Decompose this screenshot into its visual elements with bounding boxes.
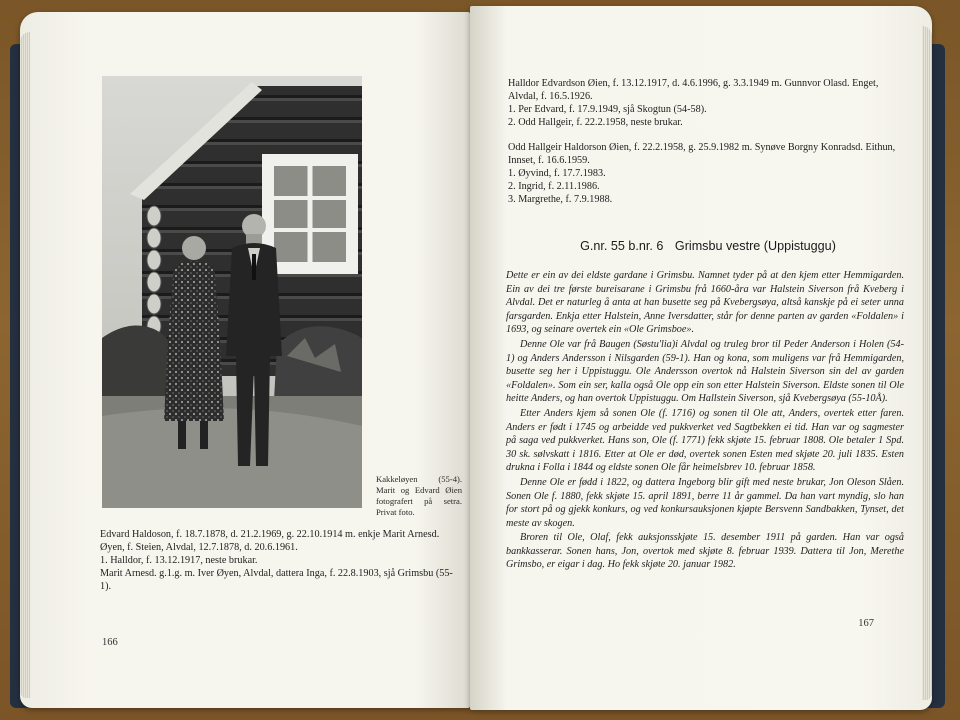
note-marit: Marit Arnesd. g.1.g. m. Iver Øyen, Alvdal, dattera Inga, f. 22.8.1903, sjå Grimsbu (55-1).	[100, 568, 453, 592]
history-paragraph: Etter Anders kjem så sonen Ole (f. 1716) og sonen til Ole att, Anders, overtek etter faren. Anders er født i 1745 og arbeidde ved pukkverket ved Sagtbekken ei tid. Han var og sagmester på saga ved pukkverket. Hans son, Ole (f. 1771) fekk skjøte 15. februar 1808. Ole betaler 1 Spd. 30 sk. sølvskatt i 1816. Etter at Ole er død, overtek sonen Esten med skjøte 20. juli 1835. Esten drukna i Folla i 1844 og eldste sonen Ole får heimelsbrev 10. februar 1858.	[506, 407, 904, 474]
page-number-left: 166	[102, 637, 118, 648]
farm-number: G.nr. 55 b.nr. 6	[580, 239, 664, 253]
left-page	[20, 12, 470, 708]
page-number-right: 167	[858, 618, 874, 629]
history-paragraph: Denne Ole var frå Baugen (Søstu'lia)i Alvdal og truleg bror til Peder Anderson i Holen (54-1) og Anders Andersson i Nilsgarden (59-1). Han og kona, som muligens var frå Hemmigarden, busette seg her i Uppistuggu. Ole Andersson overtok nå Halstein Siverson sin del av garden «Foldalen». Som ein ser, kalla også Ole opp ein son etter Halstein Siverson. Eldste sonen til Ole heitte Anders, og han overtok Uppistuggu. Om Hallstein Siverson, sjå Kvebergsøya (55-10Å).	[506, 338, 904, 405]
photo-caption: Kakkeløyen (55-4). Marit og Edvard Øien fotografert på setra. Privat foto.	[376, 474, 462, 517]
child-line: 1. Øyvind, f. 17.7.1983.	[508, 168, 606, 179]
entry-halldor: Halldor Edvardson Øien, f. 13.12.1917, d. 4.6.1996, g. 3.3.1949 m. Gunnvor Olasd. Enget, Alvdal, f. 16.5.1926.	[508, 78, 879, 102]
family-entries	[508, 77, 900, 206]
child-line: 2. Ingrid, f. 2.11.1986.	[508, 181, 600, 192]
right-page	[470, 6, 932, 710]
child-halldor: 1. Halldor, f. 13.12.1917, neste brukar.	[100, 555, 258, 566]
page-edges	[922, 26, 932, 700]
farm-history	[506, 269, 904, 572]
child-line: 3. Margrethe, f. 7.9.1988.	[508, 194, 613, 205]
left-page-text	[100, 528, 460, 593]
history-paragraph: Dette er ein av dei eldste gardane i Grimsbu. Namnet tyder på at den kjem etter Hemmigarden. Ein av dei tre første bureisarane i Grimsbu frå 1660-åra var Halstein Siverson frå Kveberg i Alvdal. Det er naturleg å anta at han busette seg på Kvebergsøya, altså kanskje på ei seter unna farsgarden. Enkja etter Halstein, Anne Iversdatter, står for denne parten av garden «Foldalen» i 1693, og seinare overtek ein «Ole Grimsboe».	[506, 270, 904, 336]
history-paragraph: Broren til Ole, Olaf, fekk auksjonsskjøte 15. desember 1911 på garden. Han var også bankkasserar. Sonen hans, Jon, overtok med skjøte 8. februar 1939. Dattera til Jon, Merethe Grimsbo, er eigar i dag. Ho fekk skjøte 20. januar 1982.	[506, 532, 904, 571]
page-edges	[20, 32, 30, 698]
couple-photo-image	[102, 76, 362, 508]
section-heading	[508, 239, 908, 253]
child-line: 1. Per Edvard, f. 17.9.1949, sjå Skogtun (54-58).	[508, 104, 707, 115]
entry-edvard: Edvard Haldoson, f. 18.7.1878, d. 21.2.1969, g. 22.10.1914 m. enkje Marit Arnesd. Øyen, f. Steien, Alvdal, 12.7.1878, d. 20.6.1961.	[100, 529, 440, 553]
history-paragraph: Denne Ole er fødd i 1822, og dattera Ingeborg blir gift med neste brukar, Jon Oleson Slåen. Sonen Ole f. 1880, fekk skjøte 15. april 1891, berre 11 år gammel. Da han vart myndig, slo han for stort på og gjekk konkurs, og ved konkursauksjonen kjøpte Bersvenn Sandbakken, Tynset, det meste av skogen.	[506, 476, 904, 529]
entry-odd-hallgeir: Odd Hallgeir Haldorson Øien, f. 22.2.1958, g. 25.9.1982 m. Synøve Borgny Konradsd. Eithun, Innset, f. 16.6.1959.	[508, 142, 896, 166]
farm-name: Grimsbu vestre (Uppistuggu)	[674, 239, 836, 253]
photograph	[102, 76, 362, 508]
child-line: 2. Odd Hallgeir, f. 22.2.1958, neste brukar.	[508, 117, 683, 128]
